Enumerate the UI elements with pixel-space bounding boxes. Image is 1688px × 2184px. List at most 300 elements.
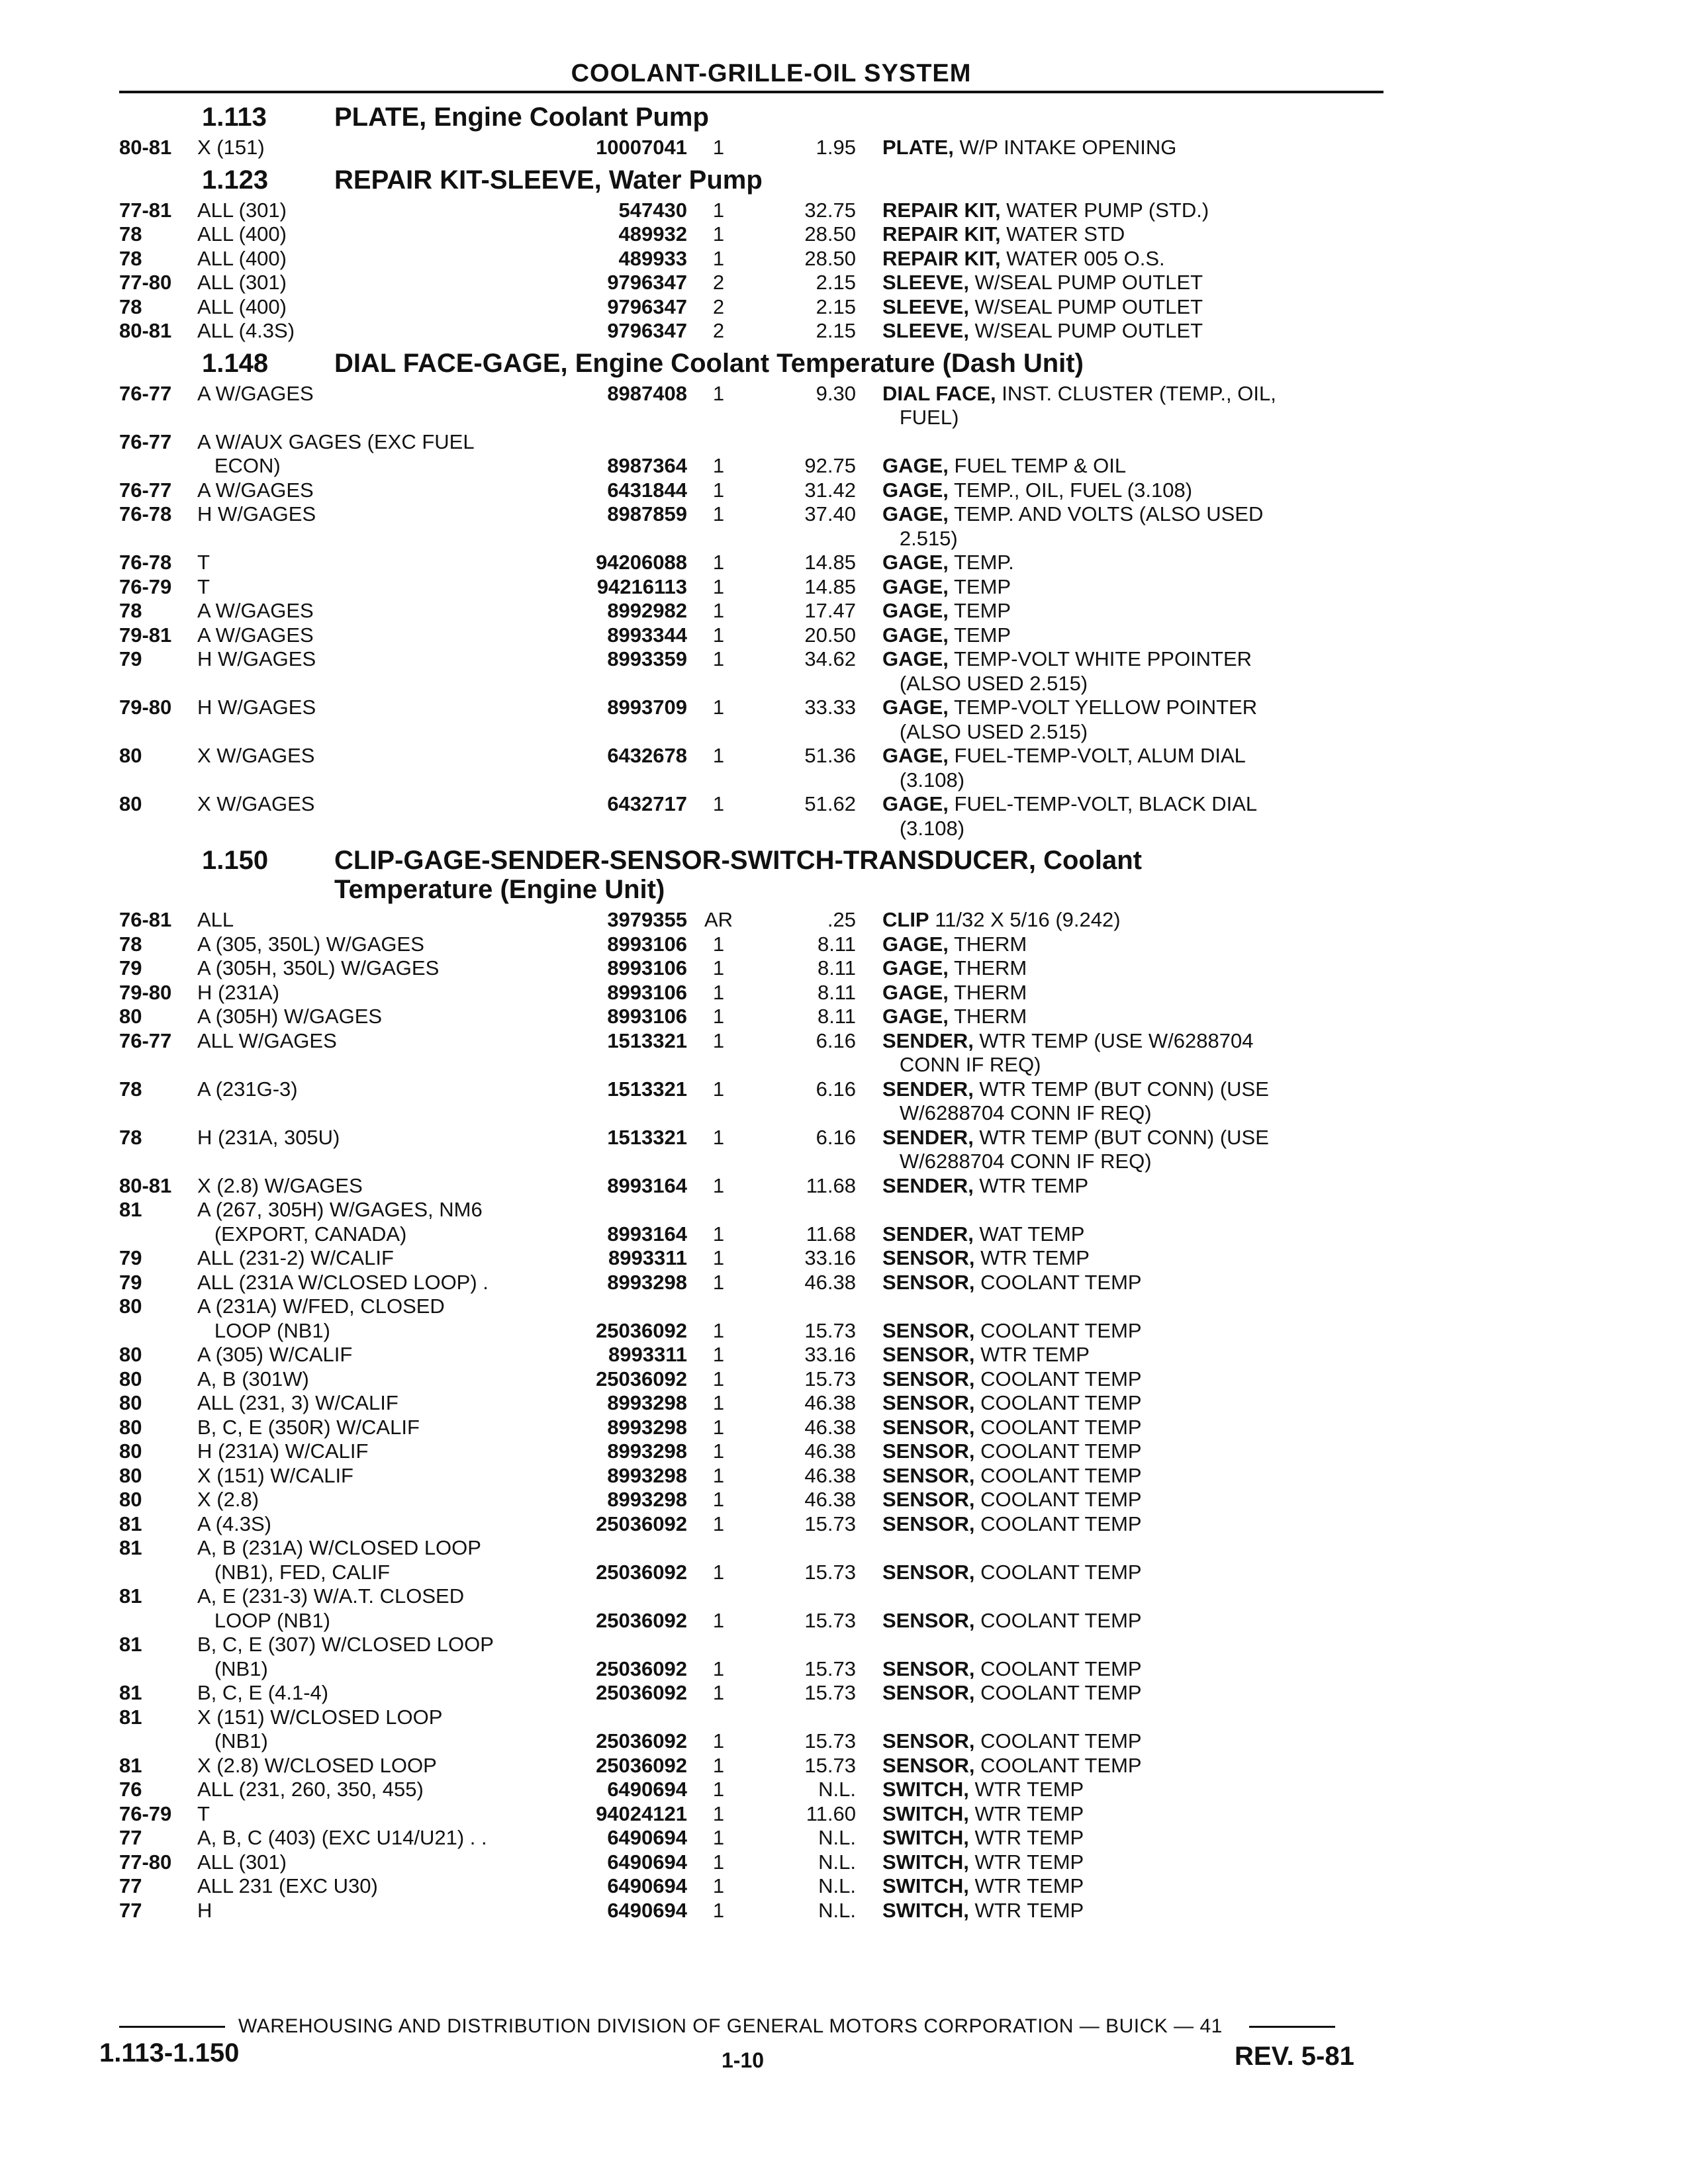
part-name: SENSOR, (882, 1270, 975, 1294)
parts-row (119, 1005, 1383, 1029)
model-application: ALL (231, 260, 350, 455) (197, 1778, 424, 1801)
part-detail: FUEL-TEMP-VOLT, BLACK DIAL (3.108) (899, 792, 1258, 840)
part-name: GAGE, (882, 502, 949, 525)
section-1-150 (119, 846, 1383, 1923)
parts-row (119, 1343, 1383, 1367)
quantity: 1 (712, 1173, 725, 1197)
quantity: 1 (712, 696, 725, 719)
part-number: 25036092 (596, 1681, 687, 1704)
footer-division-line (119, 2015, 1383, 2038)
part-number: 8993106 (607, 932, 687, 956)
model-year: 81 (119, 1753, 142, 1777)
part-name: SWITCH, (882, 1778, 969, 1801)
parts-row (119, 1754, 1383, 1778)
part-description (882, 696, 1383, 744)
price: 46.38 (804, 1488, 856, 1511)
part-description (882, 136, 1383, 160)
quantity: 1 (712, 647, 725, 670)
model-year: 76 (119, 1778, 142, 1801)
quantity: 1 (712, 136, 725, 159)
parts-row (119, 1077, 1383, 1126)
price: 33.16 (804, 1343, 856, 1366)
price: 2.15 (816, 271, 856, 294)
part-name: SLEEVE, (882, 319, 969, 342)
section-title: PLATE, Engine Coolant Pump (334, 103, 709, 132)
quantity: 1 (712, 1512, 725, 1535)
part-detail: WTR TEMP (974, 1343, 1090, 1366)
part-detail: COOLANT TEMP (974, 1729, 1142, 1752)
part-detail: WTR TEMP (BUT CONN) (USE W/6288704 CONN IF REQ) (899, 1125, 1269, 1173)
model-application: A (305) W/CALIF (197, 1343, 353, 1366)
price: 14.85 (804, 551, 856, 574)
part-name: GAGE, (882, 956, 949, 979)
price: 28.50 (804, 222, 856, 246)
price: 15.73 (804, 1318, 856, 1342)
model-year: 81 (119, 1584, 142, 1608)
price: 6.16 (816, 1125, 856, 1149)
quantity: 1 (712, 1850, 725, 1874)
model-application: X (151) W/CALIF (197, 1463, 353, 1487)
model-year: 80 (119, 1415, 142, 1439)
part-name: SENSOR, (882, 1367, 975, 1390)
part-detail: THERM (948, 932, 1027, 956)
quantity: 2 (712, 271, 725, 294)
model-application: A, B (231A) W/CLOSED LOOP (NB1), FED, CALIF (197, 1536, 481, 1584)
model-application: H (231A) W/CALIF (197, 1439, 369, 1463)
part-number: 1513321 (607, 1125, 687, 1149)
model-application: A (305H) W/GAGES (197, 1005, 383, 1028)
price: N.L. (818, 1874, 856, 1897)
price: 15.73 (804, 1367, 856, 1390)
part-name: SENSOR, (882, 1512, 975, 1535)
part-name: CLIP (882, 908, 929, 931)
part-name: SLEEVE, (882, 271, 969, 294)
title-rule (119, 91, 1383, 93)
price: 8.11 (817, 932, 856, 956)
part-detail: WTR TEMP (974, 1246, 1090, 1269)
parts-row (119, 136, 1383, 160)
part-detail: COOLANT TEMP (974, 1463, 1142, 1487)
model-application: H (197, 1898, 212, 1922)
model-year: 80 (119, 1367, 142, 1390)
part-detail: COOLANT TEMP (974, 1439, 1142, 1463)
price: 33.33 (804, 696, 856, 719)
part-name: GAGE, (882, 454, 949, 477)
quantity: 1 (712, 1005, 725, 1028)
model-application: ALL (231-2) W/CALIF (197, 1246, 394, 1269)
part-detail: TEMP-VOLT WHITE PPOINTER (ALSO USED 2.515) (899, 647, 1252, 695)
model-year: 81 (119, 1198, 142, 1221)
parts-row (119, 1512, 1383, 1537)
part-description (882, 1778, 1383, 1802)
parts-row (119, 1681, 1383, 1706)
price: 20.50 (804, 623, 856, 647)
part-name: SLEEVE, (882, 295, 969, 318)
model-year: 79-80 (119, 696, 172, 719)
quantity: 1 (712, 574, 725, 598)
quantity: 1 (712, 956, 725, 979)
part-detail: WTR TEMP (968, 1850, 1084, 1874)
quantity: 1 (712, 599, 725, 622)
parts-row (119, 1367, 1383, 1392)
model-year: 81 (119, 1705, 142, 1729)
parts-row (119, 599, 1383, 623)
part-number: 8993298 (607, 1415, 687, 1439)
parts-row (119, 1536, 1383, 1584)
part-description (882, 1874, 1383, 1899)
model-application: A (4.3S) (197, 1512, 271, 1535)
model-year: 76-79 (119, 1801, 172, 1825)
quantity: 1 (712, 792, 725, 815)
quantity: 1 (712, 623, 725, 647)
part-name: SENSOR, (882, 1753, 975, 1777)
part-detail: TEMP. AND VOLTS (ALSO USED 2.515) (899, 502, 1264, 550)
parts-row (119, 575, 1383, 600)
model-application: ALL (197, 908, 234, 931)
part-number: 6490694 (607, 1778, 687, 1801)
part-description (882, 1343, 1383, 1367)
model-application: X W/GAGES (197, 744, 315, 767)
price: 17.47 (804, 599, 856, 622)
part-detail: COOLANT TEMP (974, 1318, 1142, 1342)
footer-division-text: WAREHOUSING AND DISTRIBUTION DIVISION OF GENERAL MOTORS CORPORATION — BUICK — 41 (238, 2015, 1223, 2037)
part-description (882, 1198, 1383, 1246)
part-number: 8993359 (607, 647, 687, 670)
price: 32.75 (804, 198, 856, 222)
part-detail: W/P INTAKE OPENING (953, 136, 1177, 159)
quantity: 1 (712, 1246, 725, 1269)
quantity: 1 (712, 1222, 725, 1246)
part-detail: FUEL-TEMP-VOLT, ALUM DIAL (3.108) (899, 744, 1246, 792)
price: 2.15 (816, 295, 856, 318)
parts-row (119, 1416, 1383, 1440)
part-number: 8993298 (607, 1270, 687, 1294)
part-number: 94216113 (596, 574, 687, 598)
part-description (882, 623, 1383, 648)
parts-row (119, 271, 1383, 295)
model-year: 81 (119, 1633, 142, 1656)
part-detail: TEMP (948, 623, 1011, 647)
model-application: T (197, 574, 210, 598)
part-number: 6431844 (607, 478, 687, 502)
part-detail: COOLANT TEMP (974, 1681, 1142, 1704)
price: 51.36 (804, 744, 856, 767)
part-detail: THERM (948, 1005, 1027, 1028)
model-year: 76-77 (119, 430, 172, 453)
parts-row (119, 1850, 1383, 1875)
part-detail: THERM (948, 980, 1027, 1004)
model-application: ALL (301) (197, 1850, 287, 1874)
quantity: 1 (712, 1343, 725, 1366)
part-detail: WTR TEMP (968, 1778, 1084, 1801)
section-number: 1.148 (202, 348, 269, 378)
parts-row (119, 502, 1383, 551)
model-application: X (151) (197, 136, 265, 159)
quantity: 1 (712, 1778, 725, 1801)
model-application: A (305, 350L) W/GAGES (197, 932, 424, 956)
part-number: 547430 (618, 198, 687, 222)
part-name: SENDER, (882, 1222, 974, 1246)
part-description (882, 1295, 1383, 1343)
part-description (882, 247, 1383, 271)
parts-row (119, 222, 1383, 247)
model-year: 80 (119, 1439, 142, 1463)
part-description (882, 295, 1383, 320)
part-name: SENSOR, (882, 1657, 975, 1680)
part-detail: WATER 005 O.S. (1000, 246, 1165, 270)
part-description (882, 1826, 1383, 1850)
part-description (882, 1681, 1383, 1706)
part-description (882, 1077, 1383, 1126)
price: N.L. (818, 1898, 856, 1922)
part-detail: COOLANT TEMP (974, 1512, 1142, 1535)
part-description (882, 1029, 1383, 1077)
parts-row (119, 933, 1383, 957)
part-detail: WTR TEMP (973, 1173, 1089, 1197)
quantity: 1 (712, 1439, 725, 1463)
part-number: 9796347 (607, 271, 687, 294)
part-number: 6490694 (607, 1874, 687, 1897)
part-detail: FUEL TEMP & OIL (948, 454, 1127, 477)
quantity: 1 (712, 1608, 725, 1632)
section-heading (119, 103, 1383, 132)
part-name: GAGE, (882, 792, 949, 815)
part-description (882, 1391, 1383, 1416)
part-name: GAGE, (882, 599, 949, 622)
price: 15.73 (804, 1608, 856, 1632)
quantity: 1 (712, 478, 725, 502)
model-year: 77-80 (119, 1850, 172, 1874)
parts-row (119, 1246, 1383, 1271)
price: 8.11 (817, 1005, 856, 1028)
part-number: 94206088 (596, 551, 687, 574)
section-title: DIAL FACE-GAGE, Engine Coolant Temperature (Dash Unit) (334, 348, 1084, 378)
model-application: ALL (400) (197, 295, 287, 318)
part-number: 8993106 (607, 980, 687, 1004)
parts-row (119, 1778, 1383, 1802)
parts-row (119, 247, 1383, 271)
price: 9.30 (816, 381, 856, 405)
quantity: 1 (712, 551, 725, 574)
model-year: 78 (119, 295, 142, 318)
model-year: 79 (119, 956, 142, 979)
parts-row (119, 981, 1383, 1005)
part-description (882, 502, 1383, 551)
part-name: REPAIR KIT, (882, 246, 1001, 270)
model-application: A W/GAGES (197, 599, 314, 622)
part-number: 8993298 (607, 1488, 687, 1511)
part-number: 489932 (618, 222, 687, 246)
part-number: 8993311 (608, 1246, 687, 1269)
section-title: CLIP-GAGE-SENDER-SENSOR-SWITCH-TRANSDUCER, Coolant Temperature (Engine Unit) (334, 846, 1142, 904)
part-number: 489933 (618, 246, 687, 270)
model-application: X (151) W/CLOSED LOOP (NB1) (197, 1705, 443, 1752)
model-year: 79-80 (119, 980, 172, 1004)
part-name: GAGE, (882, 1005, 949, 1028)
model-year: 80-81 (119, 136, 172, 159)
part-number: 3979355 (607, 908, 687, 931)
model-application: B, C, E (307) W/CLOSED LOOP (NB1) (197, 1633, 494, 1680)
price: 8.11 (817, 956, 856, 979)
quantity: 1 (712, 1488, 725, 1511)
price: 15.73 (804, 1729, 856, 1752)
price: 37.40 (804, 502, 856, 525)
model-application: X (2.8) W/GAGES (197, 1173, 363, 1197)
part-detail: COOLANT TEMP (974, 1560, 1142, 1584)
price: 46.38 (804, 1270, 856, 1294)
part-number: 25036092 (596, 1367, 687, 1390)
price: N.L. (818, 1850, 856, 1874)
quantity: 1 (712, 198, 725, 222)
quantity: 1 (712, 1367, 725, 1390)
part-number: 8993106 (607, 1005, 687, 1028)
model-application: X (2.8) (197, 1488, 259, 1511)
price: .25 (827, 908, 856, 931)
part-number: 8987364 (607, 454, 687, 477)
part-description (882, 551, 1383, 575)
part-name: SENSOR, (882, 1246, 975, 1269)
parts-row (119, 623, 1383, 648)
price: 11.68 (806, 1173, 856, 1197)
quantity: 1 (712, 1874, 725, 1897)
part-name: REPAIR KIT, (882, 198, 1001, 222)
parts-row (119, 1464, 1383, 1488)
quantity: 1 (712, 932, 725, 956)
part-detail: COOLANT TEMP (974, 1415, 1142, 1439)
parts-row (119, 295, 1383, 320)
parts-row (119, 908, 1383, 933)
part-name: SENSOR, (882, 1608, 975, 1632)
price: 46.38 (804, 1391, 856, 1414)
part-detail: WTR TEMP (968, 1826, 1084, 1849)
part-name: SENDER, (882, 1173, 974, 1197)
model-year: 78 (119, 246, 142, 270)
model-application: X W/GAGES (197, 792, 315, 815)
part-detail: WTR TEMP (BUT CONN) (USE W/6288704 CONN IF REQ) (899, 1077, 1269, 1124)
model-year: 78 (119, 222, 142, 246)
parts-row (119, 1174, 1383, 1199)
model-application: B, C, E (350R) W/CALIF (197, 1415, 420, 1439)
part-name: SWITCH, (882, 1874, 969, 1897)
parts-row (119, 1029, 1383, 1077)
part-detail: WTR TEMP (968, 1874, 1084, 1897)
quantity: 1 (712, 1270, 725, 1294)
part-name: SENSOR, (882, 1415, 975, 1439)
part-detail: TEMP-VOLT YELLOW POINTER (ALSO USED 2.515) (899, 696, 1258, 743)
part-description (882, 1005, 1383, 1029)
model-year: 80 (119, 1463, 142, 1487)
model-year: 79 (119, 647, 142, 670)
part-number: 25036092 (596, 1729, 687, 1752)
parts-row (119, 956, 1383, 981)
part-name: SENSOR, (882, 1729, 975, 1752)
part-name: GAGE, (882, 744, 949, 767)
part-description (882, 647, 1383, 696)
model-year: 79 (119, 1246, 142, 1269)
quantity: 1 (712, 1318, 725, 1342)
part-detail: W/SEAL PUMP OUTLET (968, 319, 1203, 342)
part-description (882, 271, 1383, 295)
quantity: 1 (712, 1681, 725, 1704)
part-description (882, 1488, 1383, 1512)
part-number: 8993344 (607, 623, 687, 647)
model-application: H W/GAGES (197, 647, 316, 670)
model-year: 80 (119, 1343, 142, 1366)
part-detail: THERM (948, 956, 1027, 979)
model-year: 76-79 (119, 574, 172, 598)
model-year: 80-81 (119, 319, 172, 342)
part-description (882, 1512, 1383, 1537)
model-application: A, B (301W) (197, 1367, 309, 1390)
part-detail: COOLANT TEMP (974, 1270, 1142, 1294)
model-application: A (267, 305H) W/GAGES, NM6 (EXPORT, CANADA) (197, 1198, 483, 1246)
part-name: GAGE, (882, 623, 949, 647)
quantity: 1 (712, 1415, 725, 1439)
model-application: ALL (231A W/CLOSED LOOP) . (197, 1270, 489, 1294)
part-number: 25036092 (596, 1512, 687, 1535)
part-description (882, 222, 1383, 247)
section-1-123 (119, 165, 1383, 343)
part-description (882, 1850, 1383, 1875)
model-application: ALL (400) (197, 222, 287, 246)
part-detail: COOLANT TEMP (974, 1488, 1142, 1511)
price: 14.85 (804, 574, 856, 598)
part-name: GAGE, (882, 478, 949, 502)
model-year: 80 (119, 1295, 142, 1318)
part-description (882, 1584, 1383, 1633)
part-name: SWITCH, (882, 1801, 969, 1825)
model-application: A W/GAGES (197, 623, 314, 647)
model-year: 76-78 (119, 551, 172, 574)
model-year: 76-81 (119, 908, 172, 931)
model-application: ALL (301) (197, 198, 287, 222)
part-number: 1513321 (607, 1028, 687, 1052)
price: 46.38 (804, 1463, 856, 1487)
quantity: 1 (712, 1729, 725, 1752)
model-application: H W/GAGES (197, 502, 316, 525)
part-number: 8993106 (607, 956, 687, 979)
part-detail: COOLANT TEMP (974, 1367, 1142, 1390)
part-description (882, 908, 1383, 933)
part-name: DIAL FACE, (882, 381, 996, 405)
part-name: SENSOR, (882, 1463, 975, 1487)
part-detail: W/SEAL PUMP OUTLET (968, 295, 1203, 318)
part-number: 25036092 (596, 1318, 687, 1342)
quantity: 1 (712, 1028, 725, 1052)
model-year: 78 (119, 932, 142, 956)
part-description (882, 430, 1383, 478)
part-description (882, 1246, 1383, 1271)
model-application: ALL 231 (EXC U30) (197, 1874, 378, 1897)
footer-rule-left (119, 2026, 225, 2028)
part-number: 6490694 (607, 1826, 687, 1849)
parts-row (119, 1198, 1383, 1246)
part-detail: WAT TEMP (973, 1222, 1085, 1246)
quantity: 1 (712, 1826, 725, 1849)
part-name: SENDER, (882, 1125, 974, 1149)
part-number: 9796347 (607, 319, 687, 342)
part-description (882, 575, 1383, 600)
part-name: SENDER, (882, 1077, 974, 1101)
part-number: 25036092 (596, 1657, 687, 1680)
quantity: 1 (712, 1753, 725, 1777)
quantity: 1 (712, 1125, 725, 1149)
part-number: 8987859 (607, 502, 687, 525)
part-detail: TEMP (948, 574, 1011, 598)
part-description (882, 1439, 1383, 1464)
part-name: SENSOR, (882, 1391, 975, 1414)
footer-rule-right (1249, 2026, 1335, 2028)
